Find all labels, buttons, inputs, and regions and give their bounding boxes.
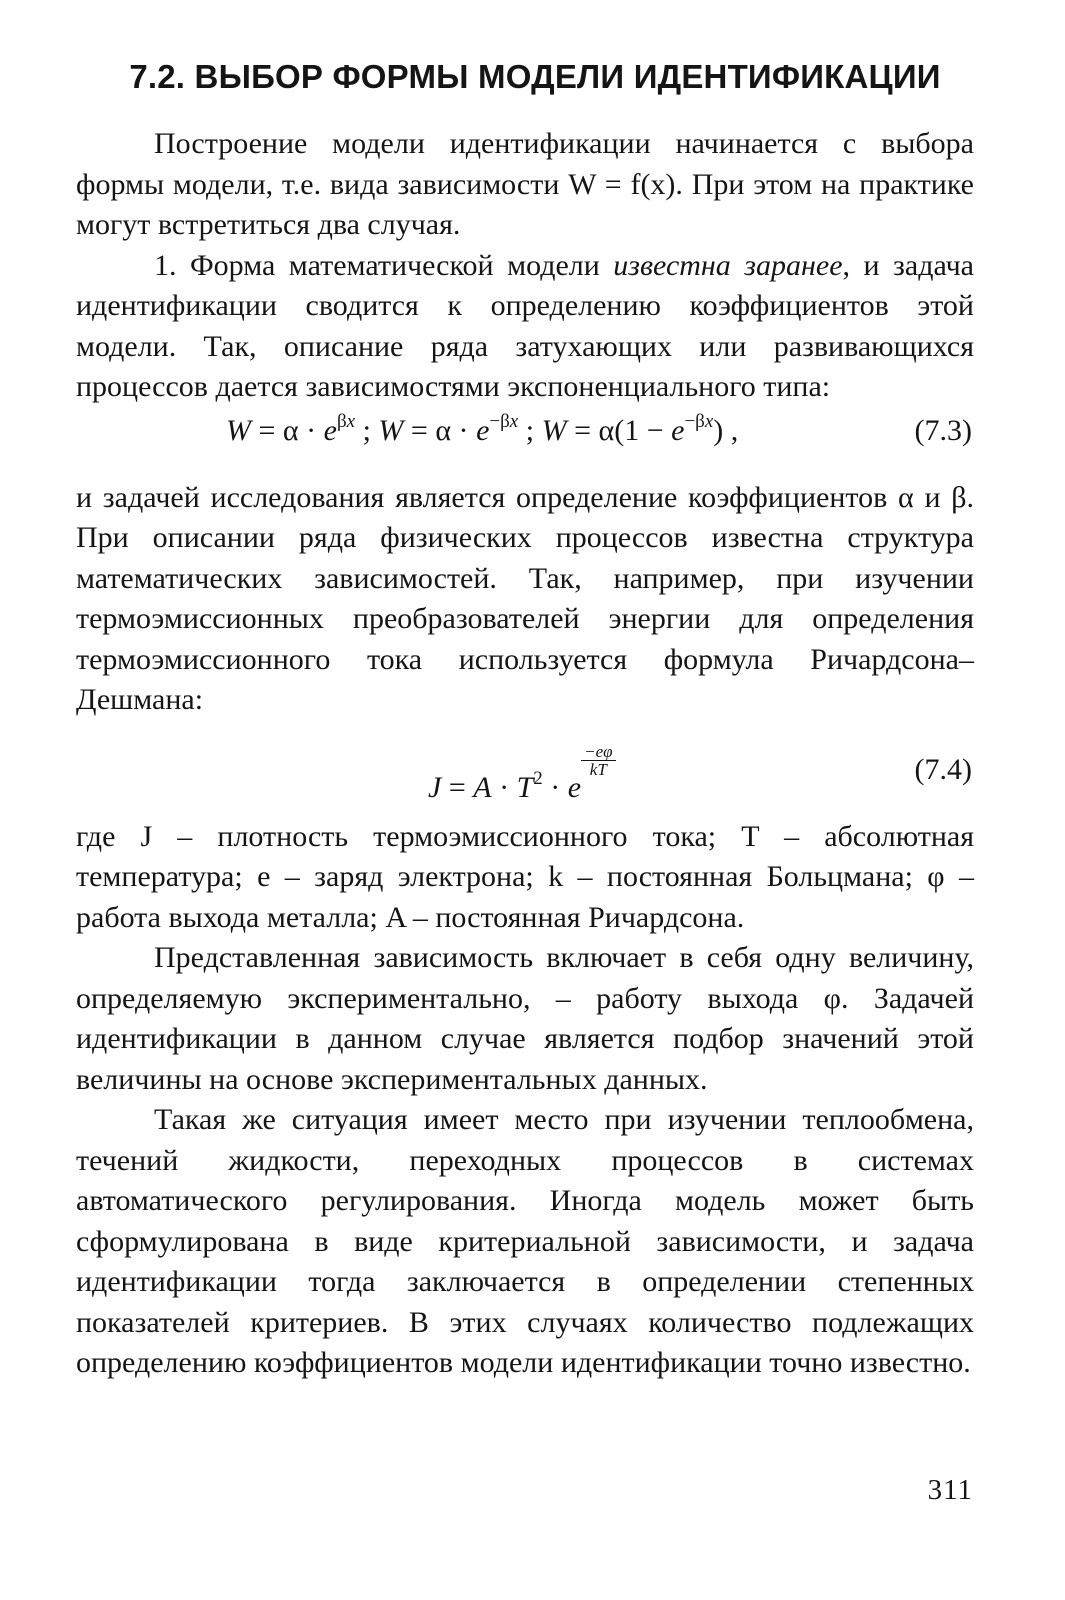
equation-7-3 — [76, 408, 974, 478]
paragraph-definitions: где J – плотность термоэмиссионного тока; T – абсолютная температура; e – заряд электрона; k – постоянная Больцмана; φ – работа выхода металла; A – постоянная Ричардсона. — [76, 819, 974, 934]
equation-7-3-number: (7.3) — [914, 413, 972, 447]
exponent-denominator: kT — [589, 759, 607, 779]
case-one-end: , и задача идентификации сводится к определению коэффициентов этой модели. Так, описание ряда затухающих или развивающихся процессов дается зависимостями экспоненциального типа: — [76, 248, 974, 403]
equation-7-4-body: $J = A \cdot T^2 \cdot e$ $\frac{-e\varphi}{kT}$ — [428, 743, 616, 805]
equation-7-3-body: $W = \alpha \cdot e^{\beta x}$ ; $W = \alpha \cdot e^{-\beta x}$ ; $W = \alpha(1 - e^{-\beta x})$ , — [226, 410, 739, 447]
section-heading: 7.2. ВЫБОР ФОРМЫ МОДЕЛИ ИДЕНТИФИКАЦИИ — [129, 58, 941, 95]
case-one-start: 1. Форма математической модели — [154, 248, 614, 282]
equation-7-4 — [76, 721, 974, 817]
paragraph-coefficients: и задачей исследования является определение коэффициентов α и β. При описании ряда физических процессов известна структура математических зависимостей. Так, например, при изучении термоэмиссионных преобразователей энергии для определения термоэмиссионного тока используется формула Ричардсона–Дешмана: — [76, 480, 974, 716]
page-content — [76, 58, 974, 1384]
equation-7-4-number: (7.4) — [914, 752, 972, 786]
case-one-emphasis: известна заранее — [613, 248, 843, 282]
page-number: 311 — [927, 1474, 973, 1506]
paragraph-case-one — [76, 246, 974, 408]
paragraph-work-function: Представленная зависимость включает в себя одну величину, определяемую экспериментально, – работу выхода φ. Задачей идентификации в данном случае является подбор значений этой величины на основе экспериментальных данных. — [76, 941, 974, 1096]
paragraph-intro: Построение модели идентификации начинается с выбора формы модели, т.е. вида зависимости W = f(x). При этом на практике могут встретиться два случая. — [76, 127, 974, 241]
equation-7-4-exponent — [581, 743, 615, 778]
exponent-numerator: −eφ — [581, 743, 615, 761]
paragraph-similar-situations: Такая же ситуация имеет место при изучении теплообмена, течений жидкости, переходных процессов в системах автоматического регулирования. Иногда модель может быть сформулирована в виде критериальной зависимости, и задача идентификации тогда заключается в определении степенных показателей критериев. В этих случаях количество подлежащих определению коэффициентов модели идентификации точно известно. — [76, 1103, 974, 1379]
